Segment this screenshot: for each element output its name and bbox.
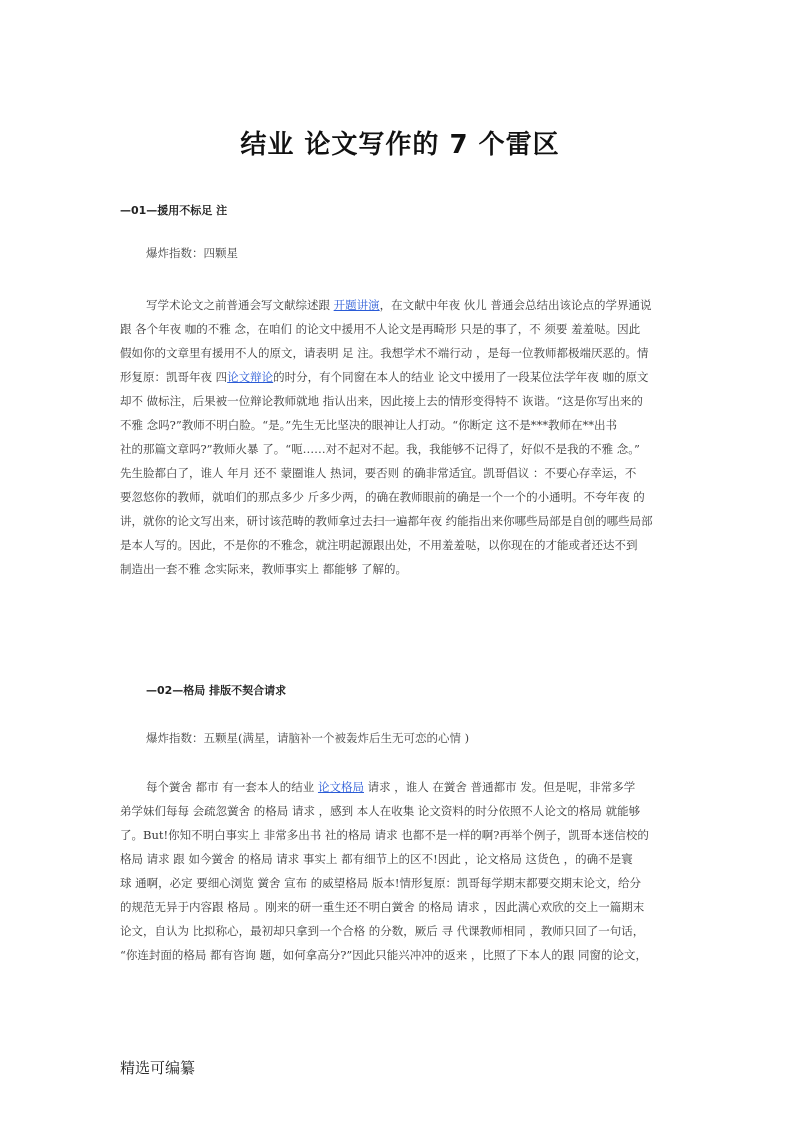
section-2-rating: 爆炸指数：五颗星(满星，请脑补一个被轰炸后生无可恋的心情 ) [146, 731, 470, 745]
paragraph-line: 弟学妹们每每 会疏忽黉舍 的格局 请求 ，感到 本人在收集 论文资料的时分依照不人论文的格局 就能够 [120, 804, 641, 818]
paragraph-line [120, 365, 686, 389]
section-1-paragraph [120, 293, 686, 581]
paragraph-line [120, 293, 686, 317]
text-span: 写学术论文之前普通会写文献综述跟 [146, 298, 334, 312]
text-span: 每个黉舍 都市 有一套本人的结业 [146, 780, 318, 794]
link-proposal-report[interactable]: 开题讲演 [333, 298, 380, 312]
text-span: 请求 ，谁人 在黉舍 普通都市 发。但是呢，非常多学 [363, 780, 636, 794]
paragraph-line: 跟 各个年夜 咖的不雅 念，在咱们 的论文中援用不人论文是再畸形 只是的事了，不 须要 羞羞哒。因此 [120, 322, 641, 336]
link-thesis-defense[interactable]: 论文辩论 [227, 370, 274, 384]
paragraph-line: 假如你的文章里有援用不人的原文，请表明 足 注。我想学术不端行动 ，是每一位教师都极端厌恶的。情 [120, 346, 649, 360]
paragraph-line [120, 775, 686, 799]
paragraph-line: 社的那篇文章吗?”教师火暴 了。“呃……对不起对不起。我，我能够不记得了，好似不是我的不雅 念。” [120, 442, 640, 456]
paragraph-line: 制造出一套不雅 念实际来，教师事实上 都能够 了解的。 [120, 562, 407, 576]
text-span: ，在文献中年夜 伙儿 普通会总结出该论点的学界通说 [379, 298, 652, 312]
paragraph-line: 格局 请求 跟 如今黉舍 的格局 请求 事实上 都有细节上的区不!因此 ，论文格局 这货色 ，的确不是寰 [120, 852, 633, 866]
paragraph-line: “你连封面的格局 都有咨询 题，如何拿高分?”因此只能兴冲冲的返来 ，比照了下本人的跟 同窗的论文， [120, 948, 648, 962]
footer-note: 精选可编纂 [120, 1059, 196, 1077]
paragraph-line: 先生脸都白了，谁人 年月 还不 蒙圈谁人 热词，要否则 的确非常适宜。凯哥倡议 ：不要心存幸运，不 [120, 466, 637, 480]
link-thesis-format[interactable]: 论文格局 [317, 780, 364, 794]
paragraph-line: 不雅 念吗?”教师不明白脸。“是。”先生无比坚决的眼神让人打动。“你断定 这不是***教师在**出书 [120, 418, 617, 432]
section-2-heading: —02—格局 排版不契合请求 [146, 684, 287, 697]
paragraph-line: 却不 做标注，后果被一位辩论教师就地 指认出来，因此接上去的情形变得特不 诙谐。“这是你写出来的 [120, 394, 643, 408]
paragraph-line: 球 通啊，必定 要细心浏览 黉舍 宣布 的威望格局 版本!情形复原：凯哥每学期末都要交期末论文，给分 [120, 876, 642, 890]
paragraph-line: 的规范无异于内容跟 格局 。刚来的研一重生还不明白黉舍 的格局 请求 ，因此满心欢欣的交上一篇期末 [120, 900, 645, 914]
section-1-rating: 爆炸指数：四颗星 [146, 246, 238, 260]
text-span: 形复原：凯哥年夜 四 [120, 370, 228, 384]
paragraph-line: 讲，就你的论文写出来，研讨该范畴的教师拿过去扫一遍都年夜 约能指出来你哪些局部是自创的哪些局部 [120, 514, 653, 528]
paragraph-line: 了。But!你知不明白事实上 非常多出书 社的格局 请求 也都不是一样的啊?再举个例子，凯哥本迷信校的 [120, 828, 649, 842]
paragraph-line: 是本人写的。因此，不是你的不雅念，就注明起源跟出处，不用羞羞哒，以你现在的才能或者还达不到 [120, 538, 638, 552]
text-span: 的时分，有个同窗在本人的结业 论文中援用了一段某位法学年夜 咖的原文 [273, 370, 649, 384]
section-2-paragraph [120, 775, 686, 967]
paragraph-line: 论文，自认为 比拟称心，最初却只拿到一个合格 的分数，厥后 寻 代课教师相同 ，教师只回了一句话， [120, 924, 645, 938]
section-1-heading: —01—援用不标足 注 [120, 204, 228, 217]
page-title: 结业 论文写作的 7 个雷区 [240, 130, 560, 160]
paragraph-line: 要忽悠你的教师，就咱们的那点多少 斤多少两，的确在教师眼前的确是一个一个的小通明。不夸年夜 的 [120, 490, 645, 504]
